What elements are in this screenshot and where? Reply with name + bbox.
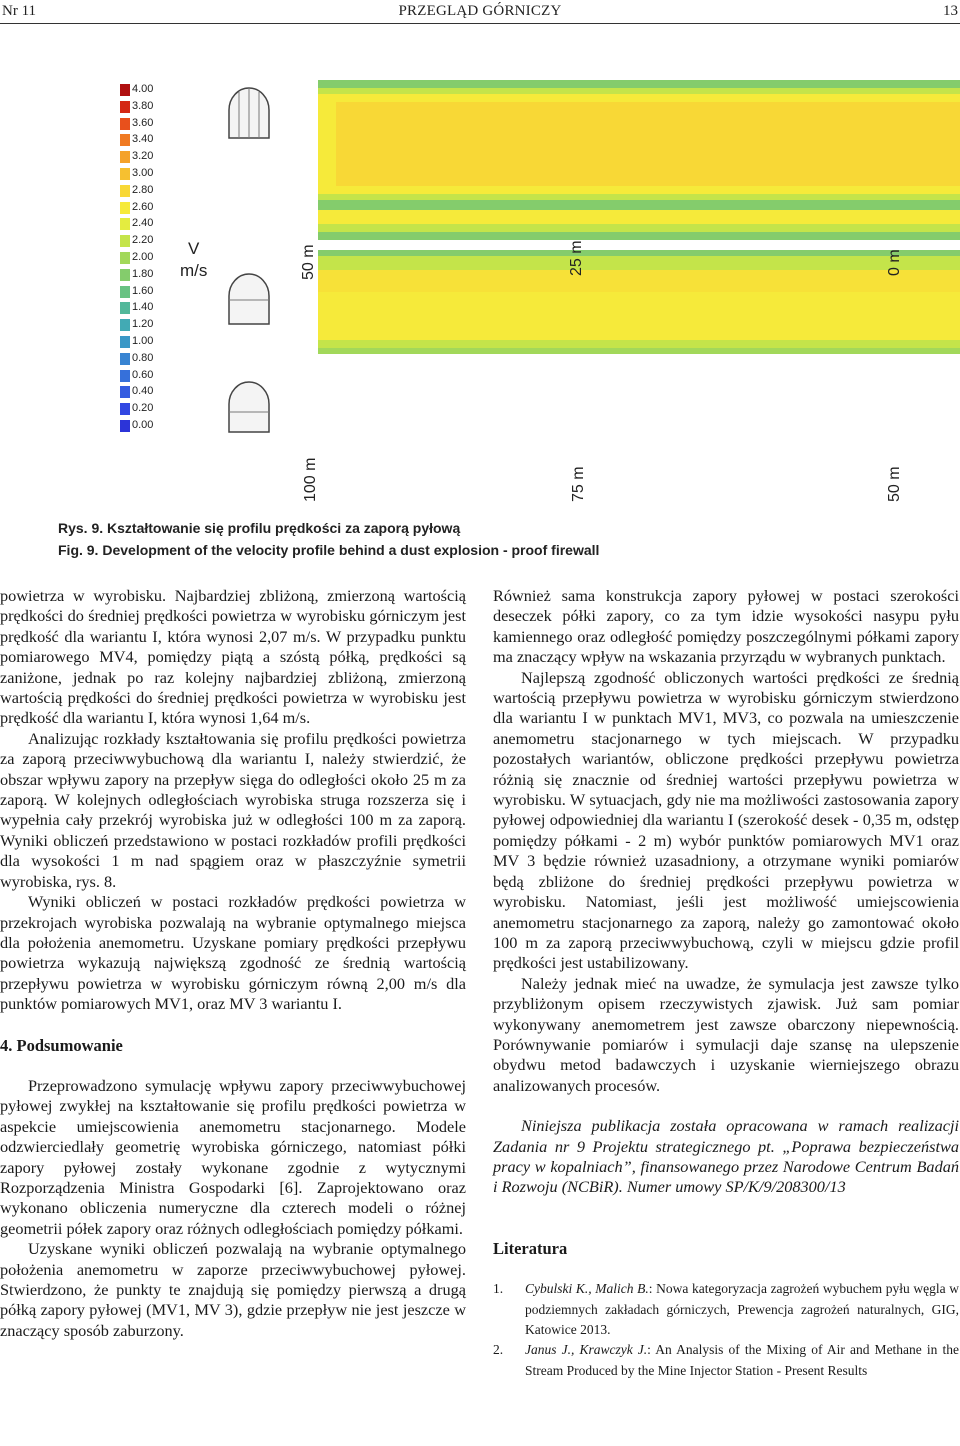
cross-section-arch-3 xyxy=(226,378,272,434)
legend-swatch xyxy=(120,353,130,365)
field-band-upper xyxy=(318,200,960,210)
field-band-lower xyxy=(318,250,960,256)
legend-swatch xyxy=(120,269,130,281)
field-band-upper xyxy=(318,80,960,88)
unit-symbol: V xyxy=(188,239,200,258)
legend-swatch xyxy=(120,370,130,382)
legend-swatch xyxy=(120,101,130,113)
velocity-contour-field xyxy=(318,80,960,390)
issue-number: Nr 11 xyxy=(2,3,37,19)
legend-label: 2.00 xyxy=(132,251,154,263)
paragraph: Przeprowadzono symulację wpływu zapory przeciwwybuchowej pyłowej zwykłej na kształtowanie się profilu prędkości powietrza w aspekcie umiejscowienia anemometru stacjonarnego. Modele odzwierciedlały geometrię wyrobiska górniczego, natomiast półki zapory pyłowej zostały wykonane zgodnie z wytycznymi Rozporządzenia Ministra Gospodarki [6]. Zaprojektowano oraz wykonano obliczenia numeryczne dla czterech modeli o różnej geometrii półek zapory oraz różnych odległościach pomiędzy półkami. xyxy=(0,1075,466,1238)
paragraph: Wyniki obliczeń w postaci rozkładów prędkości powietrza w przekrojach wyrobiska pozwalają na wybranie optymalnego miejsca dla położenia anemometru. Uzyskane pomiary prędkości przepływu powietrza wykazują największą zgodność ze średnią wartością przepływu powietrza w wyrobisku górniczym równą 2,00 m/s dla punktów pomiarowych MV1, oraz MV 3 wariantu I. xyxy=(0,892,466,1014)
legend-label: 3.00 xyxy=(132,167,154,179)
legend-swatch xyxy=(120,403,130,415)
legend-swatch xyxy=(120,386,130,398)
field-band-lower xyxy=(318,256,960,270)
running-header xyxy=(0,0,960,24)
literature-heading: Literatura xyxy=(493,1238,568,1258)
legend-swatch xyxy=(120,235,130,247)
legend-swatch xyxy=(120,151,130,163)
figure-caption-pl: Rys. 9. Kształtowanie się profilu prędkości za zaporą pyłową xyxy=(58,520,461,536)
acknowledgement: Niniejsza publikacja została opracowana w ramach realizacji Zadania nr 9 Projektu strategicznego pt. „Poprawa bezpieczeństwa pracy w kopalniach”, finansowanego przez Narodowe Centrum Badań i Rozwoju (NCBiR). Numer umowy SP/K/9/208300/13 xyxy=(493,1116,959,1197)
legend-label: 2.80 xyxy=(132,183,154,196)
distance-label-top-1: 50 m xyxy=(300,244,317,280)
legend-swatch xyxy=(120,286,130,298)
distance-label-bottom-1: 100 m xyxy=(302,457,319,502)
legend-label: 2.60 xyxy=(132,200,154,213)
legend-label: 1.60 xyxy=(132,284,154,297)
cross-section-arch-1 xyxy=(226,84,272,140)
legend-label: 0.60 xyxy=(132,368,154,381)
reference-item: 1. Cybulski K., Malich B.: Nowa kategoryzacja zagrożeń wybuchem pyłu węgla w podziemnych zakładach górniczych, Prewencja zagrożeń naturalnych, GIG, Katowice 2013. xyxy=(493,1281,960,1337)
legend-label: 3.80 xyxy=(132,99,154,112)
legend-swatch xyxy=(120,336,130,348)
legend-label: 1.00 xyxy=(132,335,154,347)
field-band-upper xyxy=(318,224,960,232)
left-column xyxy=(0,586,466,1341)
page-number: 13 xyxy=(943,3,958,19)
field-core-lower xyxy=(318,270,960,292)
paragraph: Należy jednak mieć na uwadze, że symulacja jest zawsze tylko przybliżonym opisem rzeczywistych zjawisk. Już sam pomiar wykonywany anemometrem jest zawsze obarczony niepewnością. Porównywanie pomiarów i symulacji daje szansę na ulepszenie obydwu metod badawczych i uzyskanie wierniejszego obrazu analizowanych procesów. xyxy=(493,973,959,1095)
distance-label-top-3: 0 m xyxy=(886,249,903,276)
legend-label: 0.80 xyxy=(132,351,154,364)
legend-label: 4.00 xyxy=(132,83,154,95)
section-heading: 4. Podsumowanie xyxy=(0,1035,123,1055)
velocity-figure xyxy=(120,80,960,510)
legend-swatch xyxy=(120,319,130,331)
cross-section-arch-2 xyxy=(226,270,272,326)
paragraph: Również sama konstrukcja zapory pyłowej w postaci szerokości deseczek półki zapory, co za tym idzie wysokości nasypu pyłu kamiennego oraz odległość pomiędzy poszczególnymi półkami zapory ma znaczący wpływ na wskazania przyrządu w wybranych punktach. xyxy=(493,586,959,667)
legend-swatch xyxy=(120,420,130,432)
legend-label: 0.00 xyxy=(132,419,154,431)
field-band-upper xyxy=(318,94,960,102)
field-band-upper xyxy=(318,88,960,94)
velocity-unit xyxy=(180,238,207,282)
legend-swatch xyxy=(120,202,130,214)
legend-label: 2.20 xyxy=(132,234,154,247)
unit-text: m/s xyxy=(180,261,208,280)
header-rule xyxy=(0,23,960,24)
legend-swatch xyxy=(120,118,130,130)
figure-caption-en: Fig. 9. Development of the velocity profile behind a dust explosion - proof firewall xyxy=(58,542,600,558)
field-gap xyxy=(318,240,960,250)
field-band-upper xyxy=(318,102,960,186)
distance-label-bottom-3: 50 m xyxy=(886,466,903,502)
legend-label: 3.40 xyxy=(132,133,154,146)
legend-label: 3.20 xyxy=(132,150,154,163)
legend-label: 1.20 xyxy=(132,318,154,331)
distance-label-top-2: 25 m xyxy=(568,240,585,276)
legend-swatch xyxy=(120,168,130,180)
field-band-upper xyxy=(318,186,960,194)
legend-label: 1.80 xyxy=(132,267,154,280)
field-band-upper xyxy=(318,194,960,200)
legend-label: 2.40 xyxy=(132,217,154,230)
legend-label: 0.20 xyxy=(132,402,154,415)
legend-label: 0.40 xyxy=(132,385,154,398)
field-band-upper xyxy=(318,210,960,224)
legend-label: 3.60 xyxy=(132,116,154,129)
legend-swatch xyxy=(120,185,130,197)
field-band-lower xyxy=(318,340,960,348)
color-legend xyxy=(120,80,168,440)
paragraph: Analizując rozkłady kształtowania się profilu prędkości powietrza za zaporą przeciwwybuchową dla wariantu I, należy stwierdzić, że obszar wpływu zapory na przepływ sięga do odległości około 25 m za zaporą. W kolejnych odległościach wyrobiska struga rozszerza się i wypełnia cały przekrój wyrobiska już w odległości 100 m za zaporą. Wyniki obliczeń przedstawiono w postaci rozkładów profili prędkości dla wysokości 1 m nad spągiem oraz w płaszczyźnie symetrii wyrobiska, rys. 8. xyxy=(0,728,466,891)
field-edge xyxy=(318,102,336,186)
journal-title: PRZEGLĄD GÓRNICZY xyxy=(398,3,562,19)
legend-swatch xyxy=(120,134,130,146)
legend-swatch xyxy=(120,218,130,230)
legend-swatch xyxy=(120,84,130,96)
legend-label: 1.40 xyxy=(132,301,154,314)
legend-swatch xyxy=(120,302,130,314)
paragraph: powietrza w wyrobisku. Najbardziej zbliżoną, zmierzoną wartością prędkości do średniej prędkości powietrza w wyrobisku górniczym jest prędkość dla wariantu I, która wynosi 2,07 m/s. W przypadku punktu pomiarowego MV4, pomiędzy piątą a szóstą półką, prędkości są zaniżone, jednak po raz kolejny najbardziej zbliżoną, zmierzoną wartością prędkości do średniej prędkości powietrza w wyrobisku jest prędkość dla wariantu I, która wynosi 1,64 m/s. xyxy=(0,586,466,728)
distance-label-bottom-2: 75 m xyxy=(570,466,587,502)
paragraph: Uzyskane wyniki obliczeń pozwalają na wybranie optymalnego położenia anemometru w zaporze przeciwwybuchowej pyłowej. Stwierdzono, że punkty te znajdują się pomiędzy pierwszą a drugą półką zapory pyłowej (MV1, MV 3), gdzie przepływ nie jest jeszcze w znaczący sposób zaburzony. xyxy=(0,1239,466,1340)
reference-list xyxy=(493,1279,959,1381)
field-band-upper xyxy=(318,232,960,240)
paragraph: Najlepszą zgodność obliczonych wartości prędkości ze średnią wartością przepływu powietrza w wyrobisku górniczym stwierdzono dla wariantu I w punktach MV1, MV3, co pozwala na umieszczenie anemometru stacjonarnego w tych miejscach. W przypadku pozostałych wariantów, obliczone prędkości przepływu powietrza różnią się znacznie od średniej wartości przepływu powietrza w wyrobisku. W sytuacjach, gdy nie ma możliwości zastosowania zapory pyłowej odpowiedniej dla wariantu I (szerokość desek - 0,35 m, odstęp pomiędzy półkami - 2 m) wybór punktów pomiarowych MV1 oraz MV 3 będzie również uzasadniony, a otrzymane wyniki pomiarów będą zbliżone do średniej prędkości przepływu powietrza w wyrobisku. Natomiast, jeśli jest możliwość umiejscowienia anemometru stacjonarnego za zaporą, należy go zamontować około 100 m za zaporą przeciwwybuchową, czyli w miejscu gdzie profil prędkości jest ustabilizowany. xyxy=(493,667,959,973)
legend-swatch xyxy=(120,252,130,264)
right-column xyxy=(493,586,959,1381)
field-band-lower xyxy=(318,348,960,354)
reference-item: 2. Janus J., Krawczyk J.: An Analysis of the Mixing of Air and Methane in the Stream Produced by the Mine Injector Station - Present Results xyxy=(493,1342,959,1378)
